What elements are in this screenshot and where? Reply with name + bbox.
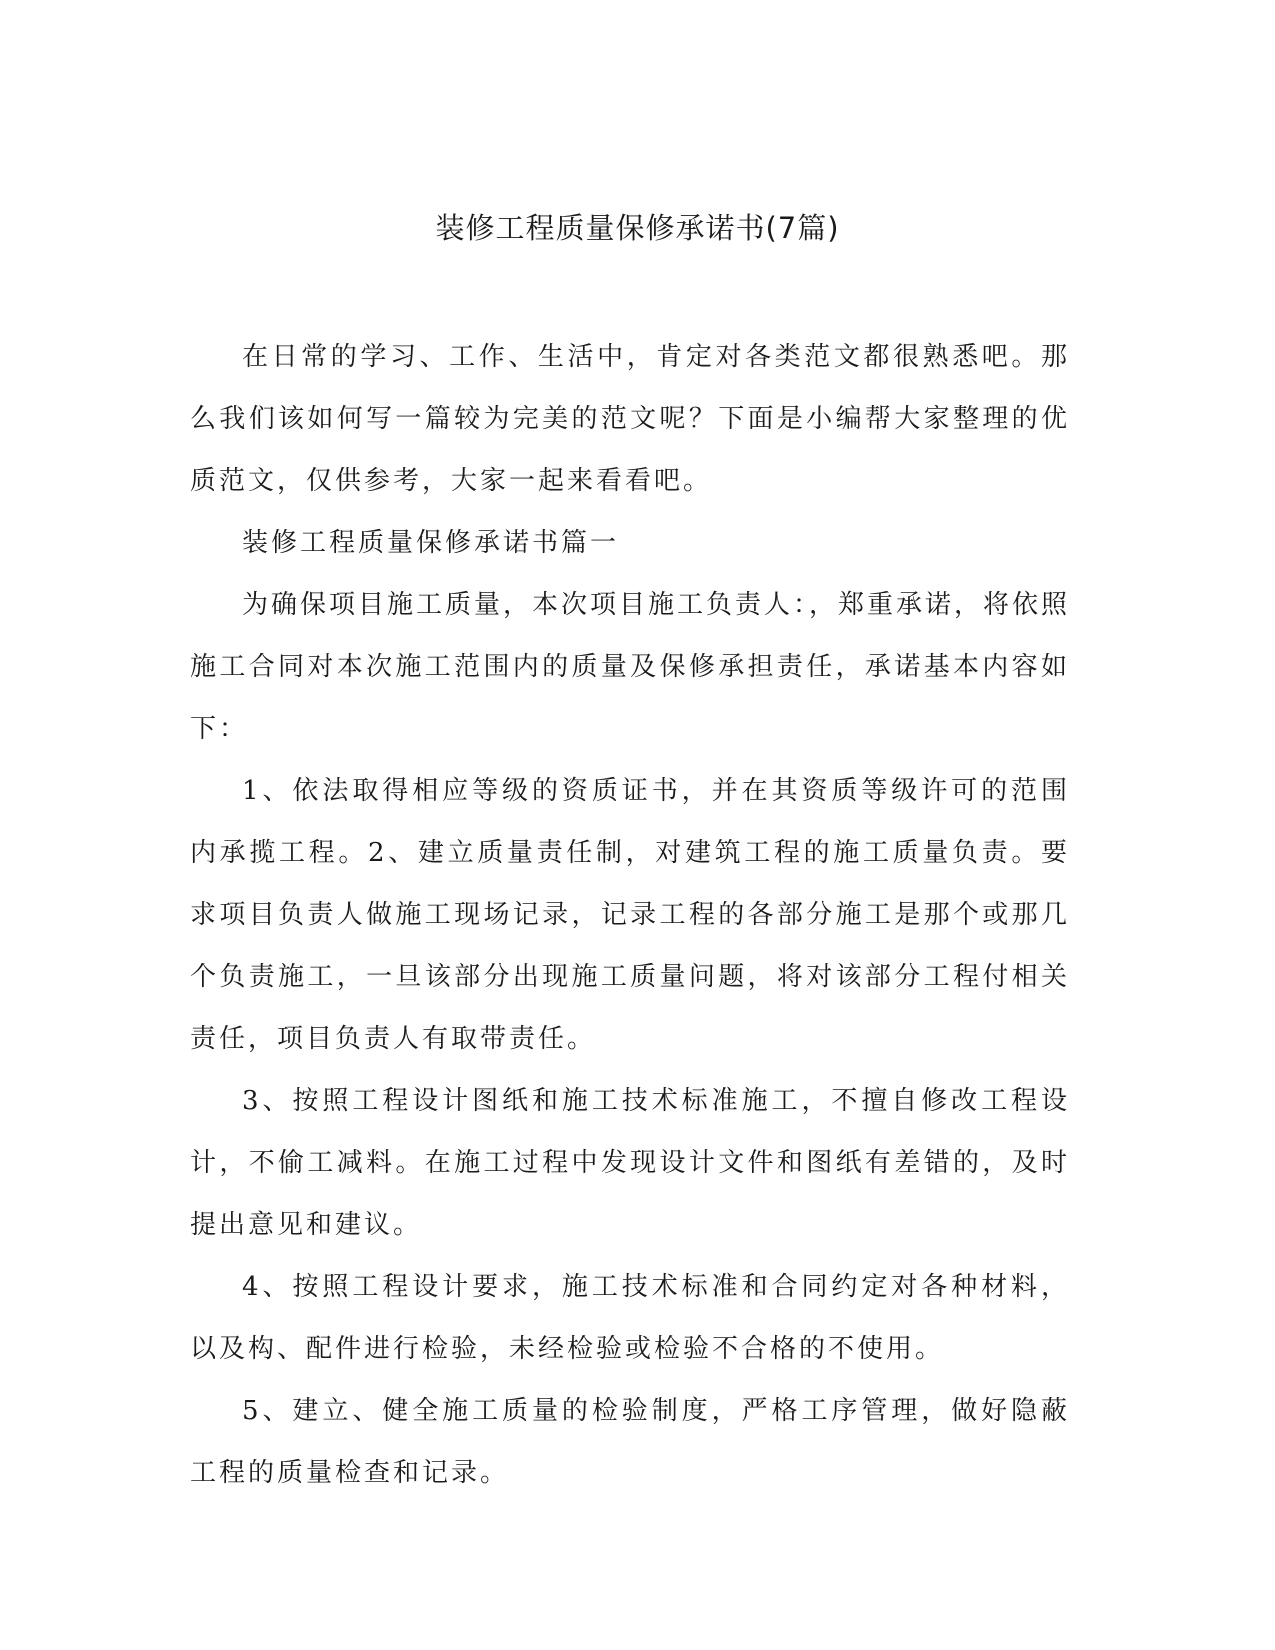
clause-5: 5、建立、健全施工质量的检验制度，严格工序管理，做好隐蔽工程的质量检查和记录。 [190, 1396, 1070, 1488]
document-body [190, 326, 1070, 1504]
document-title: 装修工程质量保修承诺书(7篇) [435, 211, 840, 245]
section-heading: 装修工程质量保修承诺书篇一 [242, 528, 620, 558]
clause-4: 4、按照工程设计要求，施工技术标准和合同约定对各种材料，以及构、配件进行检验，未经检验或检验不合格的不使用。 [190, 1272, 1070, 1364]
intro-paragraph: 在日常的学习、工作、生活中，肯定对各类范文都很熟悉吧。那么我们该如何写一篇较为完美的范文呢？下面是小编帮大家整理的优质范文，仅供参考，大家一起来看看吧。 [190, 342, 1070, 496]
clause-1-2: 1、依法取得相应等级的资质证书，并在其资质等级许可的范围内承揽工程。2、建立质量责任制，对建筑工程的施工质量负责。要求项目负责人做施工现场记录，记录工程的各部分施工是那个或那几个负责施工，一旦该部分出现施工质量问题，将对该部分工程付相关责任，项目负责人有取带责任。 [190, 776, 1070, 1054]
commitment-paragraph: 为确保项目施工质量，本次项目施工负责人：，郑重承诺，将依照施工合同对本次施工范围内的质量及保修承担责任，承诺基本内容如下： [190, 590, 1071, 744]
clause-3: 3、按照工程设计图纸和施工技术标准施工，不擅自修改工程设计，不偷工减料。在施工过程中发现设计文件和图纸有差错的，及时提出意见和建议。 [190, 1086, 1070, 1240]
